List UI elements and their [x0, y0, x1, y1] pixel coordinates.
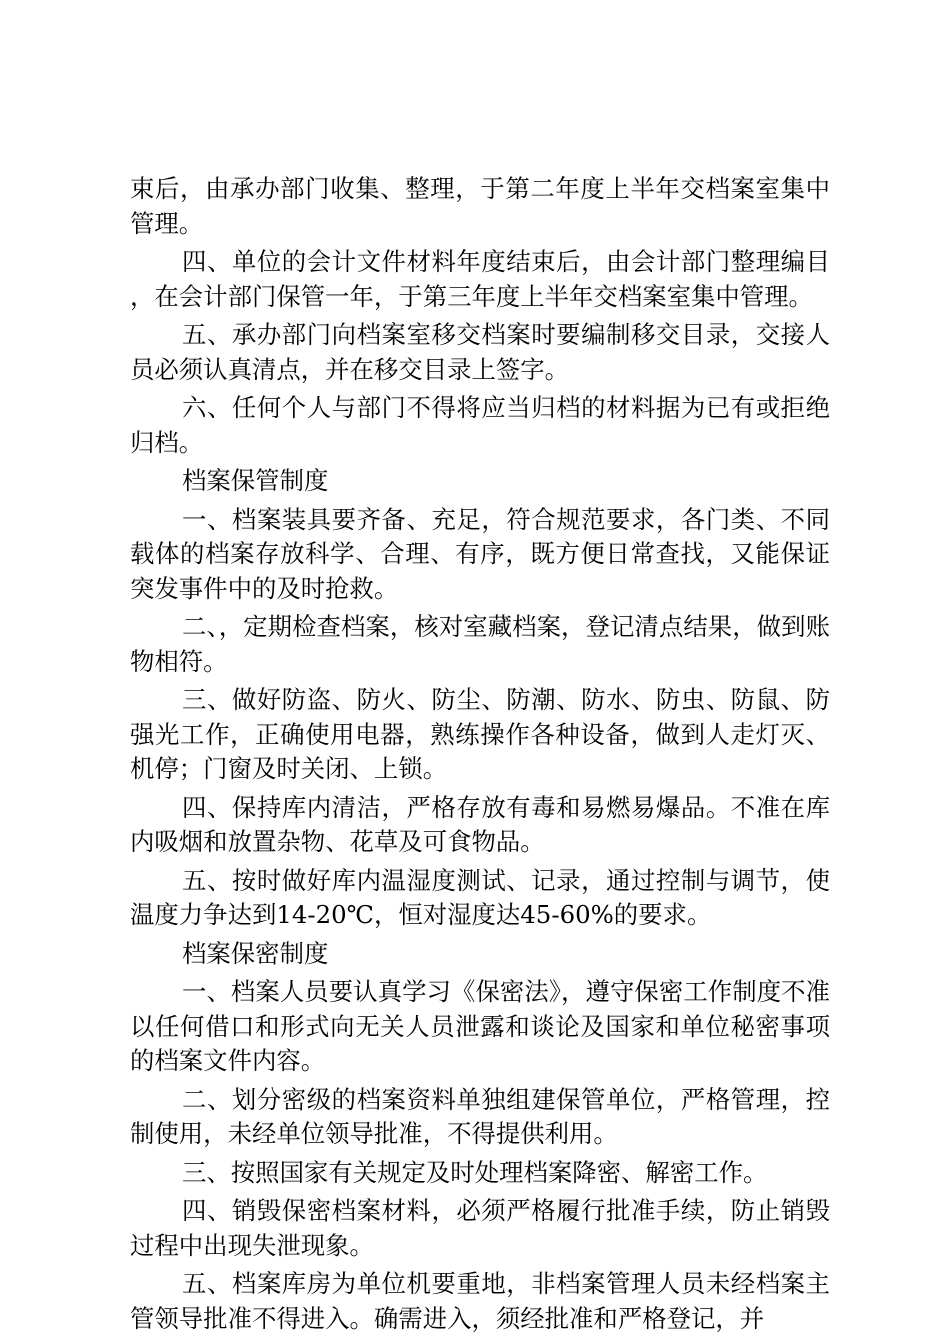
paragraph-study-law: 一、档案人员要认真学习《保密法》，遵守保密工作制度不准以任何借口和形式向无关人员泄露和谈论及国家和单位秘密事项的档案文件内容。: [130, 977, 830, 1075]
paragraph-equipment: 一、档案装具要齐备、充足，符合规范要求，各门类、不同载体的档案存放科学、合理、有序，既方便日常查找，又能保证突发事件中的及时抢救。: [130, 504, 830, 603]
paragraph-protection: 三、做好防盗、防火、防尘、防潮、防水、防虫、防鼠、防强光工作，正确使用电器，熟练操作各种设备，做到人走灯灭、机停；门窗及时关闭、上锁。: [130, 685, 830, 783]
section-heading-custody: 档案保管制度: [182, 466, 329, 495]
paragraph-cleanliness: 四、保持库内清洁，严格存放有毒和易燃易爆品。不准在库内吸烟和放置杂物、花草及可食物品。: [130, 792, 830, 856]
paragraph-destruction: 四、销毁保密档案材料，必须严格履行批准手续，防止销毁过程中出现失泄现象。: [130, 1196, 830, 1260]
paragraph-periodic-check: 二、，定期检查档案，核对室藏档案，登记清点结果，做到账物相符。: [130, 612, 830, 676]
document-body: [130, 172, 830, 1340]
paragraph-transfer-catalog: 五、承办部门向档案室移交档案时要编制移交目录，交接人员必须认真清点，并在移交目录上签字。: [130, 320, 830, 384]
paragraph-continuation: 束后，由承办部门收集、整理，于第二年度上半年交档案室集中管理。: [130, 174, 830, 238]
paragraph-no-withholding: 六、任何个人与部门不得将应当归档的材料据为已有或拒绝归档。: [130, 393, 830, 457]
paragraph-storage-access: 五、档案库房为单位机要重地，非档案管理人员未经档案主管领导批准不得进入。确需进入，须经批准和严格登记，并: [130, 1269, 830, 1333]
section-heading-confidentiality: 档案保密制度: [182, 938, 329, 968]
paragraph-accounting-files: 四、单位的会计文件材料年度结束后，由会计部门整理编目，在会计部门保管一年，于第三年度上半年交档案室集中管理。: [130, 247, 830, 311]
paragraph-temperature-humidity: 五、按时做好库内温湿度测试、记录，通过控制与调节，使温度力争达到14-20℃，恒对湿度达45-60%的要求。: [130, 865, 830, 929]
paragraph-classified-units: 二、划分密级的档案资料单独组建保管单位，严格管理，控制使用，未经单位领导批准，不得提供利用。: [130, 1084, 830, 1148]
paragraph-declassification: 三、按照国家有关规定及时处理档案降密、解密工作。: [182, 1157, 768, 1187]
